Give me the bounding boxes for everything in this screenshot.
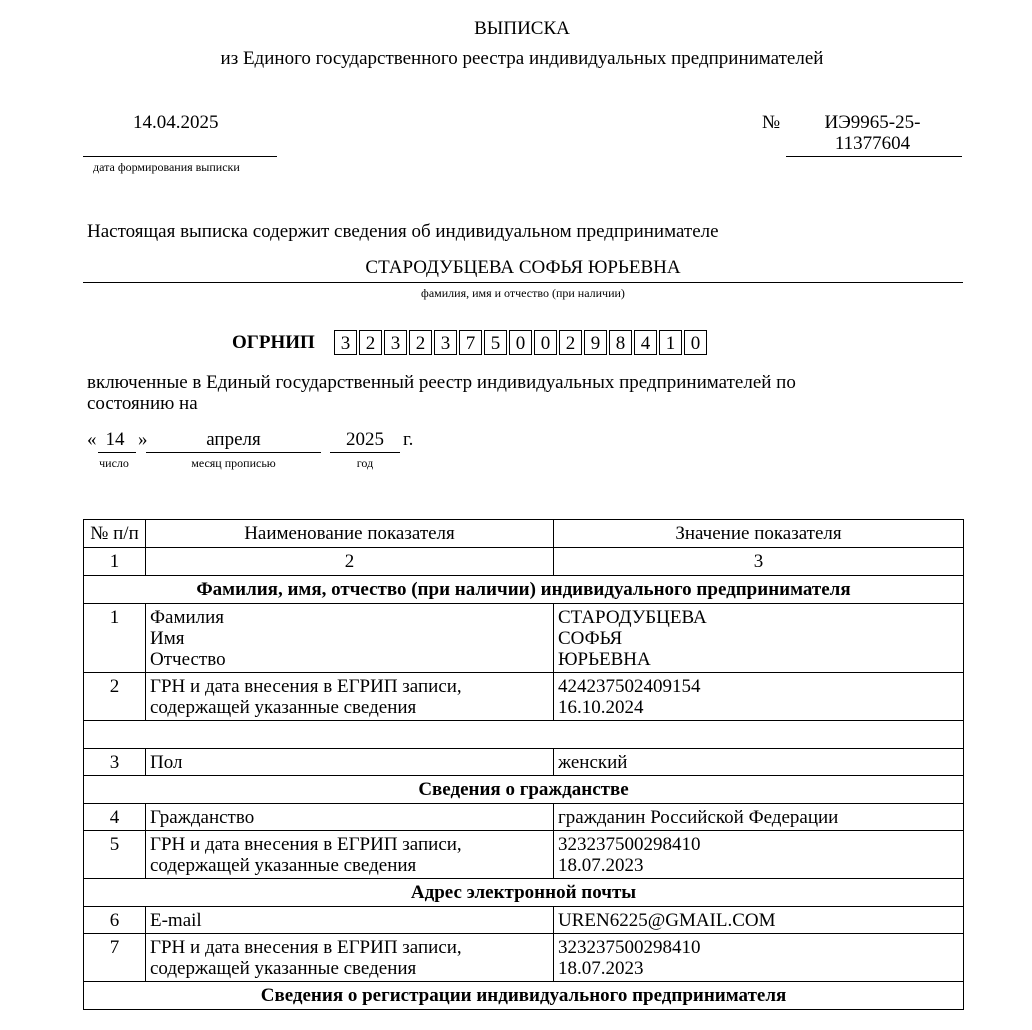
name-underline [83,282,963,283]
extract-number [800,112,945,154]
header-num: № п/п [84,520,146,548]
table-row [84,604,964,673]
name-line: ГРН и дата внесения в ЕГРИП записи, [150,937,462,958]
ogrnip-label: ОГРНИП [232,332,315,353]
number-sign: № [762,112,781,133]
row-num: 2 [84,673,146,721]
extract-number-line2: 11377604 [834,133,911,154]
name-line: Имя [150,628,185,649]
row-num: 7 [84,934,146,982]
value-line: 424237502409154 [558,676,701,697]
month-caption: месяц прописью [191,456,276,470]
state-text [87,372,796,414]
value-line: 16.10.2024 [558,697,644,718]
row-name: Пол [146,749,554,776]
section-row [84,879,964,907]
value-line: 323237500298410 [558,937,701,958]
value-line: 18.07.2023 [558,958,644,979]
quote-close: » [138,429,148,450]
table-row [84,934,964,982]
name-line: Фамилия [150,607,225,628]
row-num: 4 [84,804,146,831]
document-title: ВЫПИСКА [474,18,570,39]
row-num: 5 [84,831,146,879]
table-row [84,804,964,831]
header-name: Наименование показателя [146,520,554,548]
row-name [146,673,554,721]
section-row [84,776,964,804]
formation-date: 14.04.2025 [133,112,219,133]
row-value [554,934,964,982]
ogrnip-digit: 9 [584,330,607,355]
entrepreneur-name: СТАРОДУБЦЕВА СОФЬЯ ЮРЬЕВНА [365,257,681,278]
intro-text: Настоящая выписка содержит сведения об индивидуальном предпринимателе [87,221,719,242]
row-value: гражданин Российской Федерации [554,804,964,831]
ogrnip-digit: 3 [334,330,357,355]
value-line: 323237500298410 [558,834,701,855]
year-caption: год [356,456,374,470]
ogrnip-digit: 2 [559,330,582,355]
ogrnip-digit: 5 [484,330,507,355]
blank-row [84,721,964,749]
state-year: 2025 [346,429,384,450]
value-line: СТАРОДУБЦЕВА [558,607,707,628]
row-name [146,604,554,673]
quote-open: « [87,429,97,450]
document-subtitle: из Единого государственного реестра индивидуальных предпринимателей [220,48,824,69]
ogrnip-digit: 2 [409,330,432,355]
year-suffix: г. [403,429,414,450]
name-line: содержащей указанные сведения [150,855,417,876]
ogrnip-digit: 4 [634,330,657,355]
table-row [84,907,964,934]
section-row [84,576,964,604]
row-num: 1 [84,604,146,673]
date-underline [83,156,277,157]
row-value [554,673,964,721]
table-row [84,673,964,721]
row-value: UREN6225@GMAIL.COM [554,907,964,934]
registry-table [83,519,964,1010]
month-underline [146,452,321,453]
blank-cell [84,721,964,749]
ogrnip-digit: 0 [509,330,532,355]
ogrnip-digit: 3 [384,330,407,355]
ogrnip-digit: 0 [534,330,557,355]
extract-number-line1: ИЭ9965-25- [824,112,921,133]
header-value: Значение показателя [554,520,964,548]
day-underline [98,452,136,453]
row-value [554,831,964,879]
row-value [554,604,964,673]
number-underline [786,156,962,157]
colnum-1: 1 [84,548,146,576]
table-header-row [84,520,964,548]
row-num: 6 [84,907,146,934]
row-num: 3 [84,749,146,776]
value-line: 18.07.2023 [558,855,644,876]
ogrnip-digit: 8 [609,330,632,355]
section-row [84,982,964,1010]
row-name: Гражданство [146,804,554,831]
ogrnip-digit: 0 [684,330,707,355]
day-caption: число [99,456,129,470]
table-colnum-row [84,548,964,576]
ogrnip-digit: 2 [359,330,382,355]
table-row [84,749,964,776]
name-line: ГРН и дата внесения в ЕГРИП записи, [150,676,462,697]
state-day: 14 [105,429,125,450]
state-text-line2: состоянию на [87,393,198,414]
date-caption: дата формирования выписки [93,160,240,174]
section-fio: Фамилия, имя, отчество (при наличии) индивидуального предпринимателя [84,576,964,604]
value-line: СОФЬЯ [558,628,623,649]
colnum-3: 3 [554,548,964,576]
state-month: апреля [206,429,261,450]
ogrnip-digit: 7 [459,330,482,355]
year-underline [330,452,400,453]
section-citizenship: Сведения о гражданстве [84,776,964,804]
row-value: женский [554,749,964,776]
section-registration: Сведения о регистрации индивидуального предпринимателя [84,982,964,1010]
ogrnip-digits [334,330,709,355]
name-line: ГРН и дата внесения в ЕГРИП записи, [150,834,462,855]
name-caption: фамилия, имя и отчество (при наличии) [421,286,625,300]
table-row [84,831,964,879]
ogrnip-digit: 3 [434,330,457,355]
state-text-line1: включенные в Единый государственный реестр индивидуальных предпринимателей по [87,372,796,393]
name-line: Отчество [150,649,226,670]
colnum-2: 2 [146,548,554,576]
name-line: содержащей указанные сведения [150,958,417,979]
name-line: содержащей указанные сведения [150,697,417,718]
section-email: Адрес электронной почты [84,879,964,907]
ogrnip-digit: 1 [659,330,682,355]
row-name [146,831,554,879]
row-name [146,934,554,982]
row-name: E-mail [146,907,554,934]
value-line: ЮРЬЕВНА [558,649,651,670]
